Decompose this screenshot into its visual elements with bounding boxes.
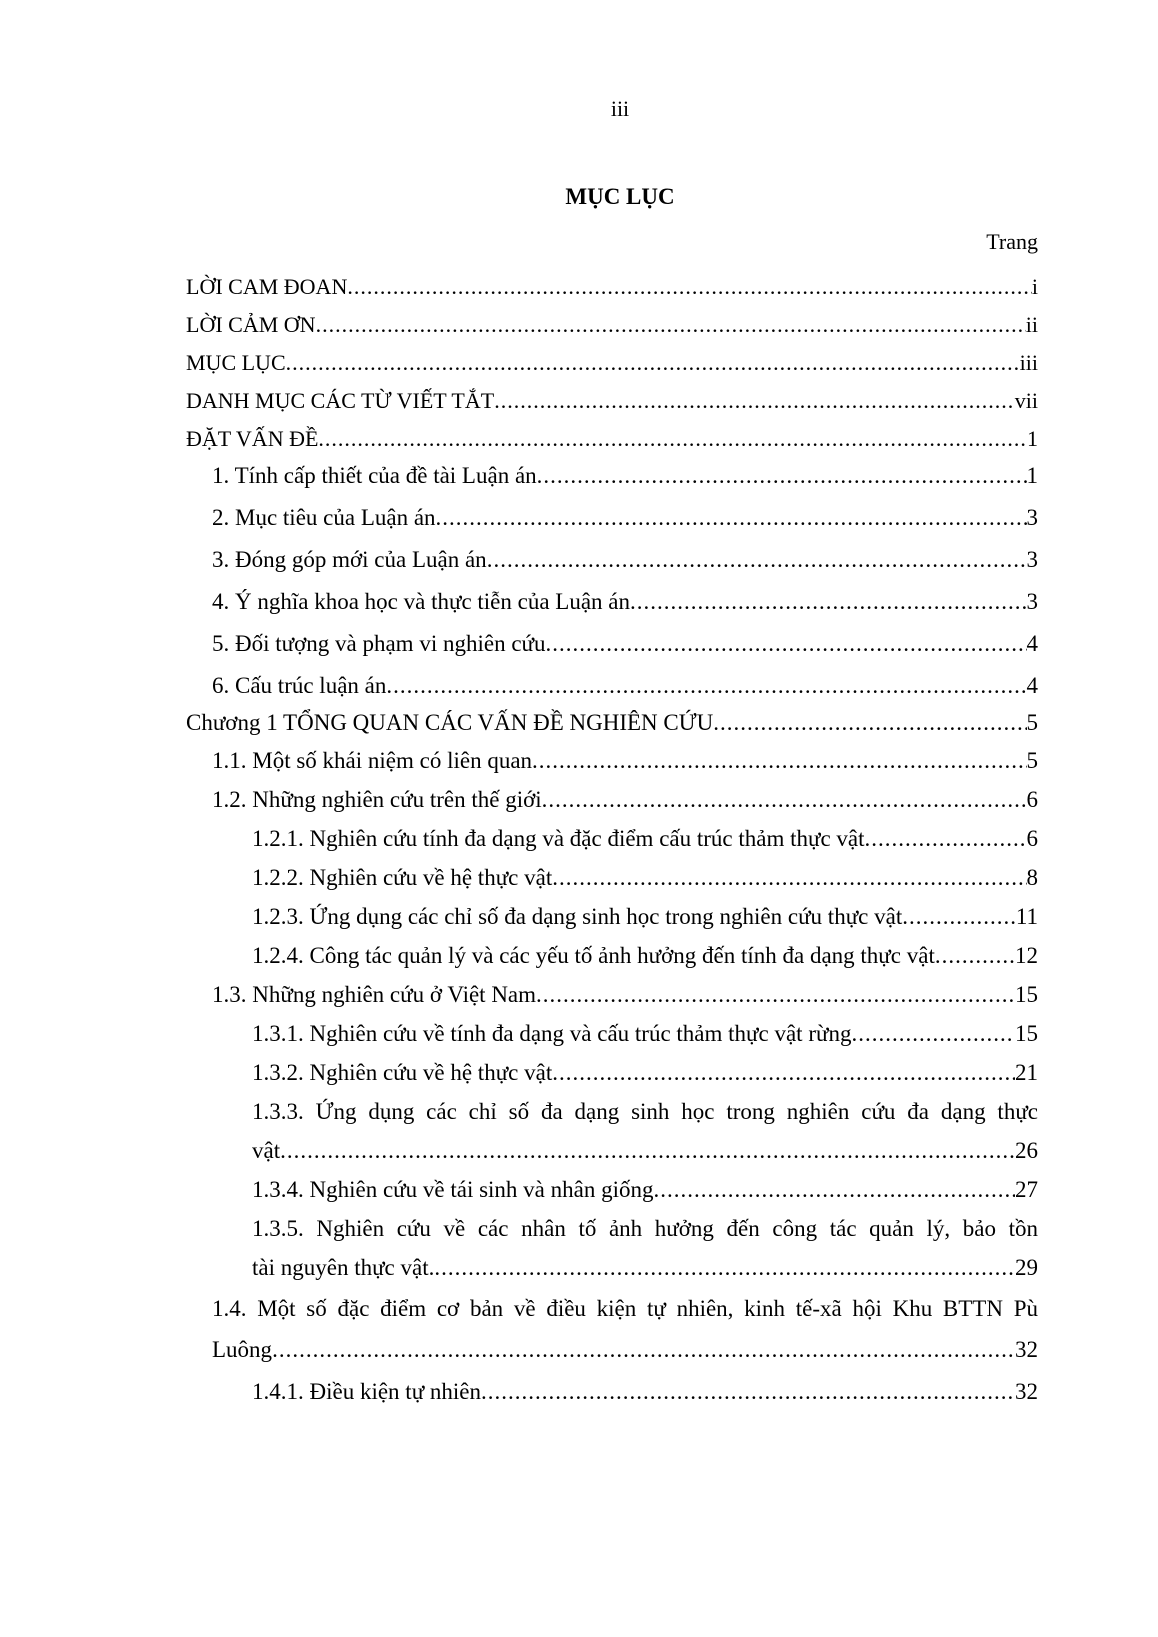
toc-leader-dots xyxy=(316,305,1026,344)
toc-page-number: 12 xyxy=(1015,943,1038,968)
toc-leader-dots xyxy=(434,1248,1015,1287)
toc-page-number: vii xyxy=(1014,388,1038,413)
toc-entry[interactable] xyxy=(212,624,1038,663)
toc-page-number: 29 xyxy=(1015,1255,1038,1280)
toc-entry[interactable] xyxy=(252,897,1038,936)
toc-leader-dots xyxy=(630,582,1026,621)
page-title: MỤC LỤC xyxy=(565,184,675,209)
toc-entry[interactable] xyxy=(212,666,1038,705)
toc-entry-text: Chương 1 TỔNG QUAN CÁC VẤN ĐỀ NGHIÊN CỨU xyxy=(186,710,714,735)
page-column-label: Trang xyxy=(986,229,1038,254)
toc-entry-text: 1.2.3. Ứng dụng các chỉ số đa dạng sinh học trong nghiên cứu thực vật xyxy=(252,904,903,929)
toc-leader-dots xyxy=(546,624,1027,663)
toc-entry-text: 1.3.4. Nghiên cứu về tái sinh và nhân giống xyxy=(252,1177,654,1202)
toc-entry-text: 1.3.1. Nghiên cứu về tính đa dạng và cấu trúc thảm thực vật rừng xyxy=(252,1021,852,1046)
toc-entry[interactable] xyxy=(212,540,1038,579)
toc-entry-text: 2. Mục tiêu của Luận án xyxy=(212,505,436,530)
toc-entry-text: 1.2.4. Công tác quản lý và các yếu tố ảnh hưởng đến tính đa dạng thực vật xyxy=(252,943,935,968)
toc-leader-dots xyxy=(851,1014,1015,1053)
toc-leader-dots xyxy=(286,343,1020,382)
toc-entry-text: LỜI CAM ĐOAN xyxy=(186,274,348,299)
toc-page-number: 6 xyxy=(1026,826,1038,851)
toc-page-number: iii xyxy=(1019,350,1038,375)
toc-entry[interactable] xyxy=(212,741,1038,780)
toc-entry[interactable] xyxy=(212,975,1038,1014)
toc-leader-dots xyxy=(542,780,1027,819)
toc-entry[interactable] xyxy=(212,498,1038,537)
toc-entry-text: MỤC LỤC xyxy=(186,350,286,375)
toc-entry[interactable] xyxy=(252,1131,1038,1170)
toc-entry-text: 6. Cấu trúc luận án xyxy=(212,673,387,698)
toc-page-number: ii xyxy=(1025,312,1038,337)
toc-entry[interactable] xyxy=(252,1248,1038,1287)
toc-leader-dots xyxy=(935,936,1015,975)
toc-entry[interactable] xyxy=(252,1170,1038,1209)
toc-entry-text: ĐẶT VẤN ĐỀ xyxy=(186,426,319,451)
toc-page-number: 11 xyxy=(1015,904,1038,929)
toc-page-number: 5 xyxy=(1026,748,1038,773)
toc-page-number: 1 xyxy=(1027,426,1038,451)
toc-leader-dots xyxy=(653,1170,1015,1209)
toc-entry[interactable] xyxy=(252,819,1038,858)
toc-leader-dots xyxy=(902,897,1016,936)
toc-entry-text: tài nguyên thực vật. xyxy=(252,1255,435,1280)
toc-entry[interactable] xyxy=(252,1053,1038,1092)
toc-entry[interactable] xyxy=(186,703,1038,742)
toc-entry[interactable] xyxy=(252,936,1038,975)
toc-entry-text: 1.2.2. Nghiên cứu về hệ thực vật xyxy=(252,865,553,890)
toc-entry[interactable] xyxy=(212,1330,1038,1369)
toc-page-number: 4 xyxy=(1026,631,1038,656)
toc-page-number: 6 xyxy=(1026,787,1038,812)
toc-entry-text: 1.4.1. Điều kiện tự nhiên xyxy=(252,1379,482,1404)
toc-entry[interactable] xyxy=(252,858,1038,897)
toc-page-number: 32 xyxy=(1015,1337,1038,1362)
toc-leader-dots xyxy=(436,498,1027,537)
toc-entry[interactable] xyxy=(252,1014,1038,1053)
toc-entry-line1[interactable]: 1.4. Một số đặc điểm cơ bản về điều kiện tự nhiên, kinh tế-xã hội Khu BTTN Pù xyxy=(212,1296,1038,1321)
toc-entry-line1[interactable]: 1.3.3. Ứng dụng các chỉ số đa dạng sinh học trong nghiên cứu đa dạng thực xyxy=(252,1099,1038,1124)
toc-leader-dots xyxy=(532,741,1026,780)
toc-page-number: 1 xyxy=(1026,463,1038,488)
toc-page-number: 27 xyxy=(1015,1177,1038,1202)
toc-page-number: i xyxy=(1031,274,1038,299)
toc-entry-text: LỜI CẢM ƠN xyxy=(186,312,316,337)
toc-leader-dots xyxy=(552,858,1026,897)
toc-entry[interactable] xyxy=(186,343,1038,382)
toc-leader-dots xyxy=(713,703,1026,742)
toc-leader-dots xyxy=(536,975,1015,1014)
toc-entry-text: 1.3.2. Nghiên cứu về hệ thực vật xyxy=(252,1060,553,1085)
toc-page-number: 4 xyxy=(1026,673,1038,698)
toc-entry-text: Luông xyxy=(212,1337,273,1362)
toc-page-number: 3 xyxy=(1026,505,1038,530)
toc-page-number: 5 xyxy=(1026,710,1038,735)
toc-leader-dots xyxy=(865,819,1027,858)
toc-entry-text: 4. Ý nghĩa khoa học và thực tiễn của Luận án xyxy=(212,589,631,614)
toc-entry-text: DANH MỤC CÁC TỪ VIẾT TẮT xyxy=(186,388,495,413)
toc-entry[interactable] xyxy=(186,305,1038,344)
toc-entry-text: 1.2.1. Nghiên cứu tính đa dạng và đặc điểm cấu trúc thảm thực vật xyxy=(252,826,865,851)
toc-leader-dots xyxy=(537,456,1027,495)
toc-page-number: 3 xyxy=(1026,589,1038,614)
toc-entry-text: 1.1. Một số khái niệm có liên quan xyxy=(212,748,533,773)
toc-entry[interactable] xyxy=(186,419,1038,458)
toc-leader-dots xyxy=(347,267,1032,306)
toc-entry-text: 5. Đối tượng và phạm vi nghiên cứu xyxy=(212,631,546,656)
toc-leader-dots xyxy=(494,381,1015,420)
toc-page-number: 15 xyxy=(1015,1021,1038,1046)
toc-page-number: 15 xyxy=(1015,982,1038,1007)
toc-leader-dots xyxy=(280,1131,1015,1170)
toc-entry[interactable] xyxy=(212,456,1038,495)
toc-entry[interactable] xyxy=(186,267,1038,306)
toc-leader-dots xyxy=(552,1053,1015,1092)
toc-page-number: 32 xyxy=(1015,1379,1038,1404)
toc-entry[interactable] xyxy=(186,381,1038,420)
toc-leader-dots xyxy=(481,1372,1015,1411)
toc-entry-text: 1.3. Những nghiên cứu ở Việt Nam xyxy=(212,982,537,1007)
toc-leader-dots xyxy=(318,419,1027,458)
toc-page-number: 3 xyxy=(1026,547,1038,572)
toc-entry[interactable] xyxy=(212,780,1038,819)
toc-entry-text: 1. Tính cấp thiết của đề tài Luận án xyxy=(212,463,537,488)
toc-entry-line1[interactable]: 1.3.5. Nghiên cứu về các nhân tố ảnh hưởng đến công tác quản lý, bảo tồn xyxy=(252,1216,1038,1241)
toc-entry-text: 1.2. Những nghiên cứu trên thế giới xyxy=(212,787,542,812)
toc-entry[interactable] xyxy=(252,1372,1038,1411)
toc-leader-dots xyxy=(386,666,1026,705)
toc-page-number: 26 xyxy=(1015,1138,1038,1163)
toc-leader-dots xyxy=(487,540,1027,579)
toc-entry[interactable] xyxy=(212,582,1038,621)
toc-entry-text: vật xyxy=(252,1138,281,1163)
toc-leader-dots xyxy=(272,1330,1015,1369)
toc-page-number: 21 xyxy=(1015,1060,1038,1085)
page-number: iii xyxy=(610,96,630,121)
toc-page-number: 8 xyxy=(1026,865,1038,890)
toc-entry-text: 3. Đóng góp mới của Luận án xyxy=(212,547,487,572)
